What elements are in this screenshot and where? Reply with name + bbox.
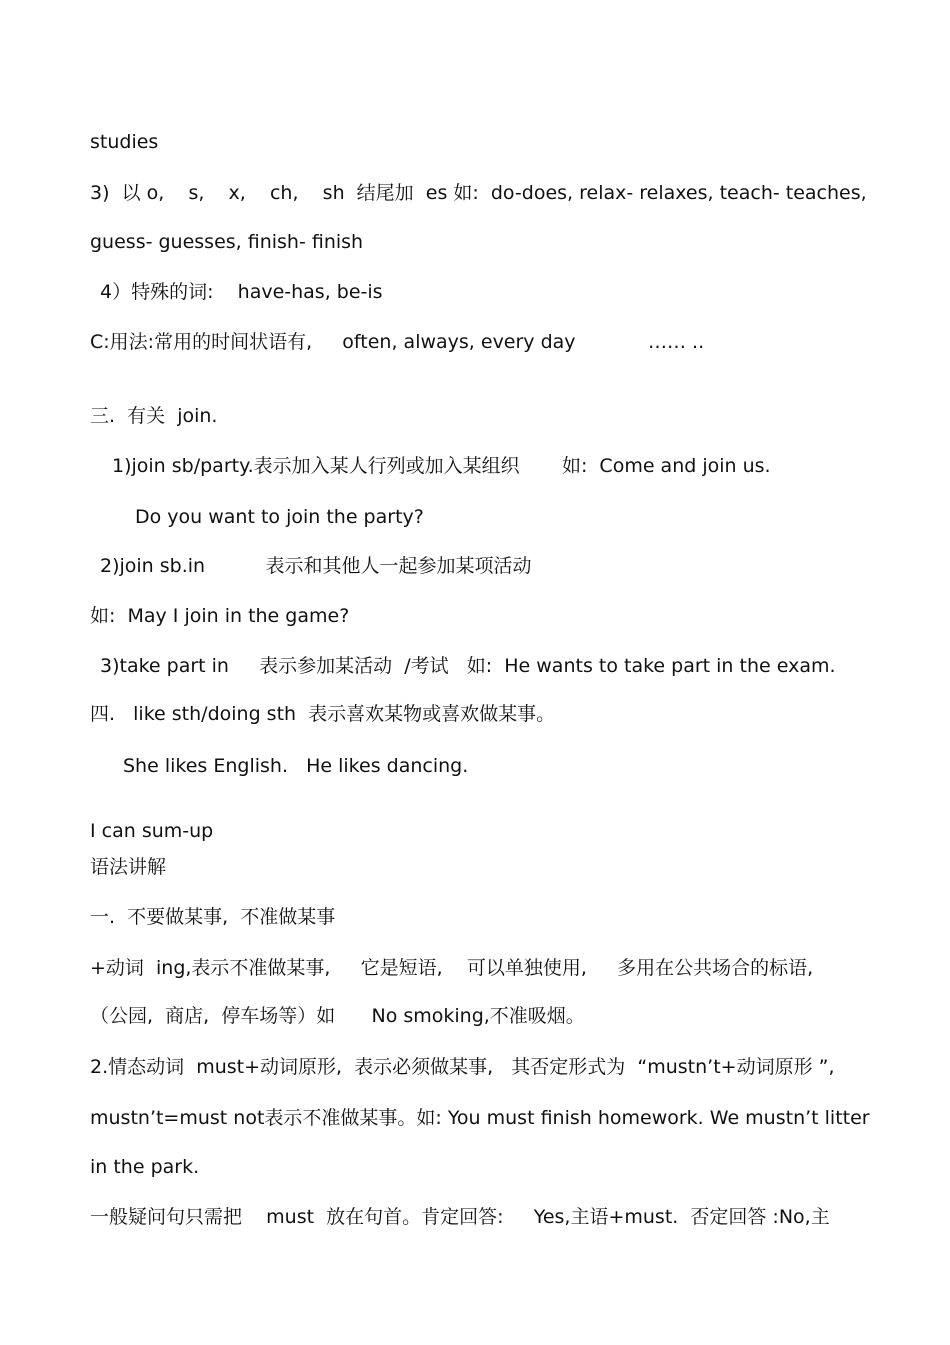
text-line-3: guess- guesses, finish- finish <box>90 231 364 253</box>
text-line-10: 如: May I join in the game? <box>90 605 350 627</box>
text-line-21: in the park. <box>90 1156 200 1178</box>
section-heading-3: 三. 有关 join. <box>90 405 218 427</box>
section-heading-4: 四. like sth/doing sth 表示喜欢某物或喜欢做某事。 <box>90 703 556 725</box>
text-line-11: 3)take part in 表示参加某活动 /考试 如: He wants to take part in the exam. <box>100 655 836 677</box>
text-line-20: mustn’t=must not表示不准做某事。如: You must finish homework. We mustn’t litter <box>90 1107 870 1129</box>
text-line-4: 4）特殊的词: have-has, be-is <box>100 281 383 303</box>
text-line-22: 一般疑问句只需把 must 放在句首。肯定回答: Yes,主语+must. 否定回答 :No,主 <box>90 1206 830 1228</box>
text-line-7: 1)join sb/party.表示加入某人行列或加入某组织 如: Come and join us. <box>112 455 771 477</box>
text-line-1: studies <box>90 131 159 153</box>
text-line-19: 2.情态动词 must+动词原形, 表示必须做某事, 其否定形式为 “mustn’t+动词原形 ”, <box>90 1056 835 1078</box>
text-line-9: 2)join sb.in 表示和其他人一起参加某项活动 <box>100 555 532 577</box>
section-heading-1: 一. 不要做某事, 不准做某事 <box>90 906 336 928</box>
text-line-5: C:用法:常用的时间状语有, often, always, every day …… .. <box>90 331 705 353</box>
text-line-14: I can sum-up <box>90 820 214 842</box>
text-line-13: She likes English. He likes dancing. <box>123 755 469 777</box>
text-line-15: 语法讲解 <box>90 856 167 878</box>
text-line-18: （公园, 商店, 停车场等）如 No smoking,不准吸烟。 <box>90 1005 585 1027</box>
text-line-17: +动词 ing,表示不准做某事, 它是短语, 可以单独使用, 多用在公共场合的标语, <box>90 957 814 979</box>
text-line-2: 3) 以 o, s, x, ch, sh 结尾加 es 如: do-does, relax- relaxes, teach- teaches, <box>90 182 867 204</box>
text-line-8: Do you want to join the party? <box>135 506 424 528</box>
